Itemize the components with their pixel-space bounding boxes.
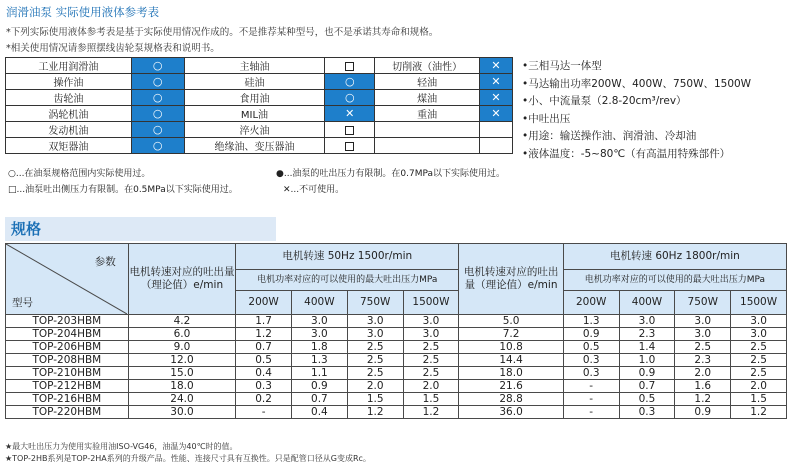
- compatibility-symbol: ✕: [325, 106, 375, 122]
- oil-name: MIL油: [184, 106, 325, 122]
- compatibility-symbol: ✕: [480, 90, 513, 106]
- pressure-50-400w-cell: 3.0: [292, 315, 348, 328]
- compatibility-symbol: [325, 58, 375, 74]
- pressure-50-750w-cell: 3.0: [347, 315, 403, 328]
- compatibility-symbol: ○: [131, 138, 184, 154]
- pressure-50-400w-cell: 1.3: [292, 354, 348, 367]
- hz50-header: 电机转速 50Hz 1500r/min: [236, 244, 459, 270]
- feature-item: •三相马达一体型: [522, 60, 602, 72]
- compatibility-symbol: ○: [131, 90, 184, 106]
- pressure-60-200w-cell: 0.9: [563, 328, 619, 341]
- oil-name: 主轴油: [184, 58, 325, 74]
- spec-row: [6, 341, 787, 354]
- flow-60-cell: 28.8: [459, 393, 563, 406]
- spec-title: 规格: [11, 220, 42, 238]
- flow-50-cell: 4.2: [128, 315, 236, 328]
- oil-name: 操作油: [6, 74, 132, 90]
- pressure-50-1500w-cell: 3.0: [403, 328, 459, 341]
- spec-row: [6, 354, 787, 367]
- power-400w-50: 400W: [292, 290, 348, 314]
- oil-name: 双矩器油: [6, 138, 132, 154]
- pressure-60-1500w-cell: 1.5: [731, 393, 787, 406]
- pressure-60-750w-cell: 1.2: [675, 393, 731, 406]
- oil-table-row: [6, 122, 513, 138]
- page-title: 润滑油泵 实际使用液体参考表: [6, 5, 160, 19]
- model-cell: TOP-212HBM: [6, 380, 129, 393]
- flow-60-cell: 5.0: [459, 315, 563, 328]
- legend-square: □...油泵吐出侧压力有限制。在0.5MPa以下实际使用过。: [8, 185, 238, 195]
- compatibility-symbol: ○: [325, 90, 375, 106]
- power-200w-60: 200W: [563, 290, 619, 314]
- feature-item: •用途：输送操作油、润滑油、冷却油: [522, 130, 697, 143]
- model-cell: TOP-204HBM: [6, 328, 129, 341]
- pressure-60-200w-cell: 0.3: [563, 354, 619, 367]
- model-cell: TOP-220HBM: [6, 406, 129, 419]
- flow-50-cell: 6.0: [128, 328, 236, 341]
- oil-name: 工业用润滑油: [6, 58, 132, 74]
- pressure-60-1500w-cell: 2.0: [731, 380, 787, 393]
- compatibility-symbol: ○: [325, 74, 375, 90]
- feature-item: •马达输出功率200W、400W、750W、1500W: [522, 77, 752, 90]
- pressure-50-1500w-cell: 2.5: [403, 367, 459, 380]
- power-200w-50: 200W: [236, 290, 292, 314]
- pressure-50-400w-cell: 3.0: [292, 328, 348, 341]
- pressure-50-750w-cell: 3.0: [347, 328, 403, 341]
- pressure-50-200w-cell: 0.4: [236, 367, 292, 380]
- oil-name: 食用油: [184, 90, 325, 106]
- power-1500w-50: 1500W: [403, 290, 459, 314]
- legend-cross: ✕...不可使用。: [283, 185, 345, 195]
- spec-table: [5, 243, 787, 419]
- oil-compatibility-table: [5, 57, 513, 154]
- param-model-header: [6, 244, 129, 315]
- compatibility-symbol: [480, 138, 513, 154]
- pressure-50-200w-cell: 1.7: [236, 315, 292, 328]
- compatibility-symbol: ✕: [480, 106, 513, 122]
- pressure-60-750w-cell: 2.3: [675, 354, 731, 367]
- power-750w-50: 750W: [347, 290, 403, 314]
- pressure-60-400w-cell: 0.3: [619, 406, 675, 419]
- pressure-60-200w-cell: 0.3: [563, 367, 619, 380]
- spec-row: [6, 406, 787, 419]
- model-label: 型号: [12, 297, 33, 309]
- oil-table-row: [6, 58, 513, 74]
- spec-row: [6, 315, 787, 328]
- note-2: *相关使用情况请参照摆线齿轮泵规格表和说明书。: [6, 43, 220, 54]
- pressure-60-200w-cell: 1.3: [563, 315, 619, 328]
- flow-60-cell: 36.0: [459, 406, 563, 419]
- pressure-50-750w-cell: 1.2: [347, 406, 403, 419]
- legend-circle: ○...在油泵规格范围内实际使用过。: [8, 169, 151, 179]
- pressure-50-400w-cell: 0.9: [292, 380, 348, 393]
- compatibility-symbol: ○: [131, 58, 184, 74]
- oil-table-row: [6, 74, 513, 90]
- pressure-60-1500w-cell: 3.0: [731, 328, 787, 341]
- flow-50-cell: 15.0: [128, 367, 236, 380]
- compatibility-symbol: [325, 122, 375, 138]
- pressure-50-750w-cell: 2.0: [347, 380, 403, 393]
- flow-60-cell: 7.2: [459, 328, 563, 341]
- pressure-50-200w-cell: -: [236, 406, 292, 419]
- pressure-50-400w-cell: 1.1: [292, 367, 348, 380]
- pressure-50-400w-cell: 0.7: [292, 393, 348, 406]
- pressure-50-1500w-cell: 2.5: [403, 341, 459, 354]
- oil-name: 涡轮机油: [6, 106, 132, 122]
- pressure-50-200w-cell: 0.5: [236, 354, 292, 367]
- model-cell: TOP-206HBM: [6, 341, 129, 354]
- pressure-60-1500w-cell: 2.5: [731, 341, 787, 354]
- square-icon: [345, 126, 354, 135]
- flow-60-cell: 10.8: [459, 341, 563, 354]
- flow-60-cell: 18.0: [459, 367, 563, 380]
- pressure-60-750w-cell: 3.0: [675, 328, 731, 341]
- oil-name: 重油: [375, 106, 480, 122]
- flow-60-cell: 21.6: [459, 380, 563, 393]
- oil-table-row: [6, 106, 513, 122]
- pressure-60-1500w-cell: 2.5: [731, 354, 787, 367]
- oil-table-row: [6, 138, 513, 154]
- pressure-60-750w-cell: 2.0: [675, 367, 731, 380]
- pressure-60-400w-cell: 2.3: [619, 328, 675, 341]
- oil-name: 绝缘油、变压器油: [184, 138, 325, 154]
- compatibility-symbol: ✕: [480, 58, 513, 74]
- pressure-60-1500w-cell: 1.2: [731, 406, 787, 419]
- model-cell: TOP-203HBM: [6, 315, 129, 328]
- feature-list: [522, 58, 751, 164]
- pressure-50-1500w-cell: 2.5: [403, 354, 459, 367]
- pressure-60-1500w-cell: 2.5: [731, 367, 787, 380]
- spec-row: [6, 367, 787, 380]
- pressure-60-750w-cell: 1.6: [675, 380, 731, 393]
- flow-60-cell: 14.4: [459, 354, 563, 367]
- oil-name: 硅油: [184, 74, 325, 90]
- spec-row: [6, 328, 787, 341]
- legend-dot: ●...油泵的吐出压力有限制。在0.7MPa以下实际使用过。: [276, 169, 506, 179]
- spec-section-header: [5, 217, 276, 241]
- pressure-60-1500w-cell: 3.0: [731, 315, 787, 328]
- feature-item: •中吐出压: [522, 112, 571, 125]
- pressure-60-200w-cell: -: [563, 393, 619, 406]
- pressure-50-200w-cell: 1.2: [236, 328, 292, 341]
- compatibility-symbol: ✕: [480, 74, 513, 90]
- pressure-50-200w-cell: 0.2: [236, 393, 292, 406]
- flow-60-header: 电机转速对应的吐出量（理论值）e/min: [459, 244, 563, 315]
- feature-item: •液体温度：-5~80℃（有高温用特殊部件）: [522, 147, 731, 160]
- pressure-50-750w-cell: 1.5: [347, 393, 403, 406]
- param-label: 参数: [94, 256, 116, 268]
- flow-50-cell: 9.0: [128, 341, 236, 354]
- note-1: *下列实际使用液体参考表是基于实际使用情况作成的。不是推荐某种型号，也不是承诺其寿命和规格。: [6, 27, 439, 38]
- model-cell: TOP-208HBM: [6, 354, 129, 367]
- pressure-50-1500w-cell: 1.5: [403, 393, 459, 406]
- pressure-note-60: 电机功率对应的可以使用的最大吐出压力MPa: [563, 270, 786, 290]
- pressure-50-1500w-cell: 2.0: [403, 380, 459, 393]
- pressure-60-200w-cell: -: [563, 406, 619, 419]
- model-cell: TOP-210HBM: [6, 367, 129, 380]
- pressure-60-400w-cell: 1.4: [619, 341, 675, 354]
- spec-row: [6, 380, 787, 393]
- oil-name: [375, 122, 480, 138]
- pressure-50-750w-cell: 2.5: [347, 354, 403, 367]
- pressure-50-400w-cell: 0.4: [292, 406, 348, 419]
- oil-name: 淬火油: [184, 122, 325, 138]
- hz60-header: 电机转速 60Hz 1800r/min: [563, 244, 786, 270]
- power-750w-60: 750W: [675, 290, 731, 314]
- footnote-2: ★TOP-2HB系列是TOP-2HA系列的升级产品。性能、连接尺寸具有互换性。只是配管口径从G变成Rc。: [5, 454, 371, 463]
- compatibility-symbol: ○: [131, 122, 184, 138]
- flow-50-cell: 18.0: [128, 380, 236, 393]
- compatibility-symbol: [480, 122, 513, 138]
- oil-name: 轻油: [375, 74, 480, 90]
- oil-name: 发动机油: [6, 122, 132, 138]
- pressure-50-200w-cell: 0.3: [236, 380, 292, 393]
- footnote-1: ★最大吐出压力为使用实验用油ISO-VG46，油温为40℃时的值。: [5, 442, 238, 451]
- power-400w-60: 400W: [619, 290, 675, 314]
- pressure-60-400w-cell: 0.5: [619, 393, 675, 406]
- pressure-50-1500w-cell: 1.2: [403, 406, 459, 419]
- pressure-50-750w-cell: 2.5: [347, 341, 403, 354]
- oil-table-row: [6, 90, 513, 106]
- square-icon: [345, 62, 354, 71]
- pressure-60-750w-cell: 3.0: [675, 315, 731, 328]
- spec-row: [6, 393, 787, 406]
- feature-item: •小、中流量泵（2.8-20cm³/rev）: [522, 95, 687, 108]
- oil-name: 煤油: [375, 90, 480, 106]
- compatibility-symbol: ○: [131, 106, 184, 122]
- pressure-note-50: 电机功率对应的可以使用的最大吐出压力MPa: [236, 270, 459, 290]
- pressure-50-200w-cell: 0.7: [236, 341, 292, 354]
- flow-50-cell: 24.0: [128, 393, 236, 406]
- pressure-60-400w-cell: 3.0: [619, 315, 675, 328]
- compatibility-symbol: [325, 138, 375, 154]
- pressure-60-200w-cell: 0.5: [563, 341, 619, 354]
- pressure-60-750w-cell: 0.9: [675, 406, 731, 419]
- pressure-50-400w-cell: 1.8: [292, 341, 348, 354]
- pressure-60-750w-cell: 2.5: [675, 341, 731, 354]
- pressure-60-200w-cell: -: [563, 380, 619, 393]
- pressure-50-1500w-cell: 3.0: [403, 315, 459, 328]
- pressure-60-400w-cell: 0.9: [619, 367, 675, 380]
- model-cell: TOP-216HBM: [6, 393, 129, 406]
- power-1500w-60: 1500W: [731, 290, 787, 314]
- oil-name: 切削液（油性）: [375, 58, 480, 74]
- flow-50-cell: 12.0: [128, 354, 236, 367]
- oil-name: [375, 138, 480, 154]
- pressure-60-400w-cell: 1.0: [619, 354, 675, 367]
- square-icon: [345, 142, 354, 151]
- compatibility-symbol: ○: [131, 74, 184, 90]
- flow-50-header: 电机转速对应的吐出量（理论值）e/min: [128, 244, 236, 315]
- pressure-50-750w-cell: 2.5: [347, 367, 403, 380]
- pressure-60-400w-cell: 0.7: [619, 380, 675, 393]
- oil-name: 齿轮油: [6, 90, 132, 106]
- flow-50-cell: 30.0: [128, 406, 236, 419]
